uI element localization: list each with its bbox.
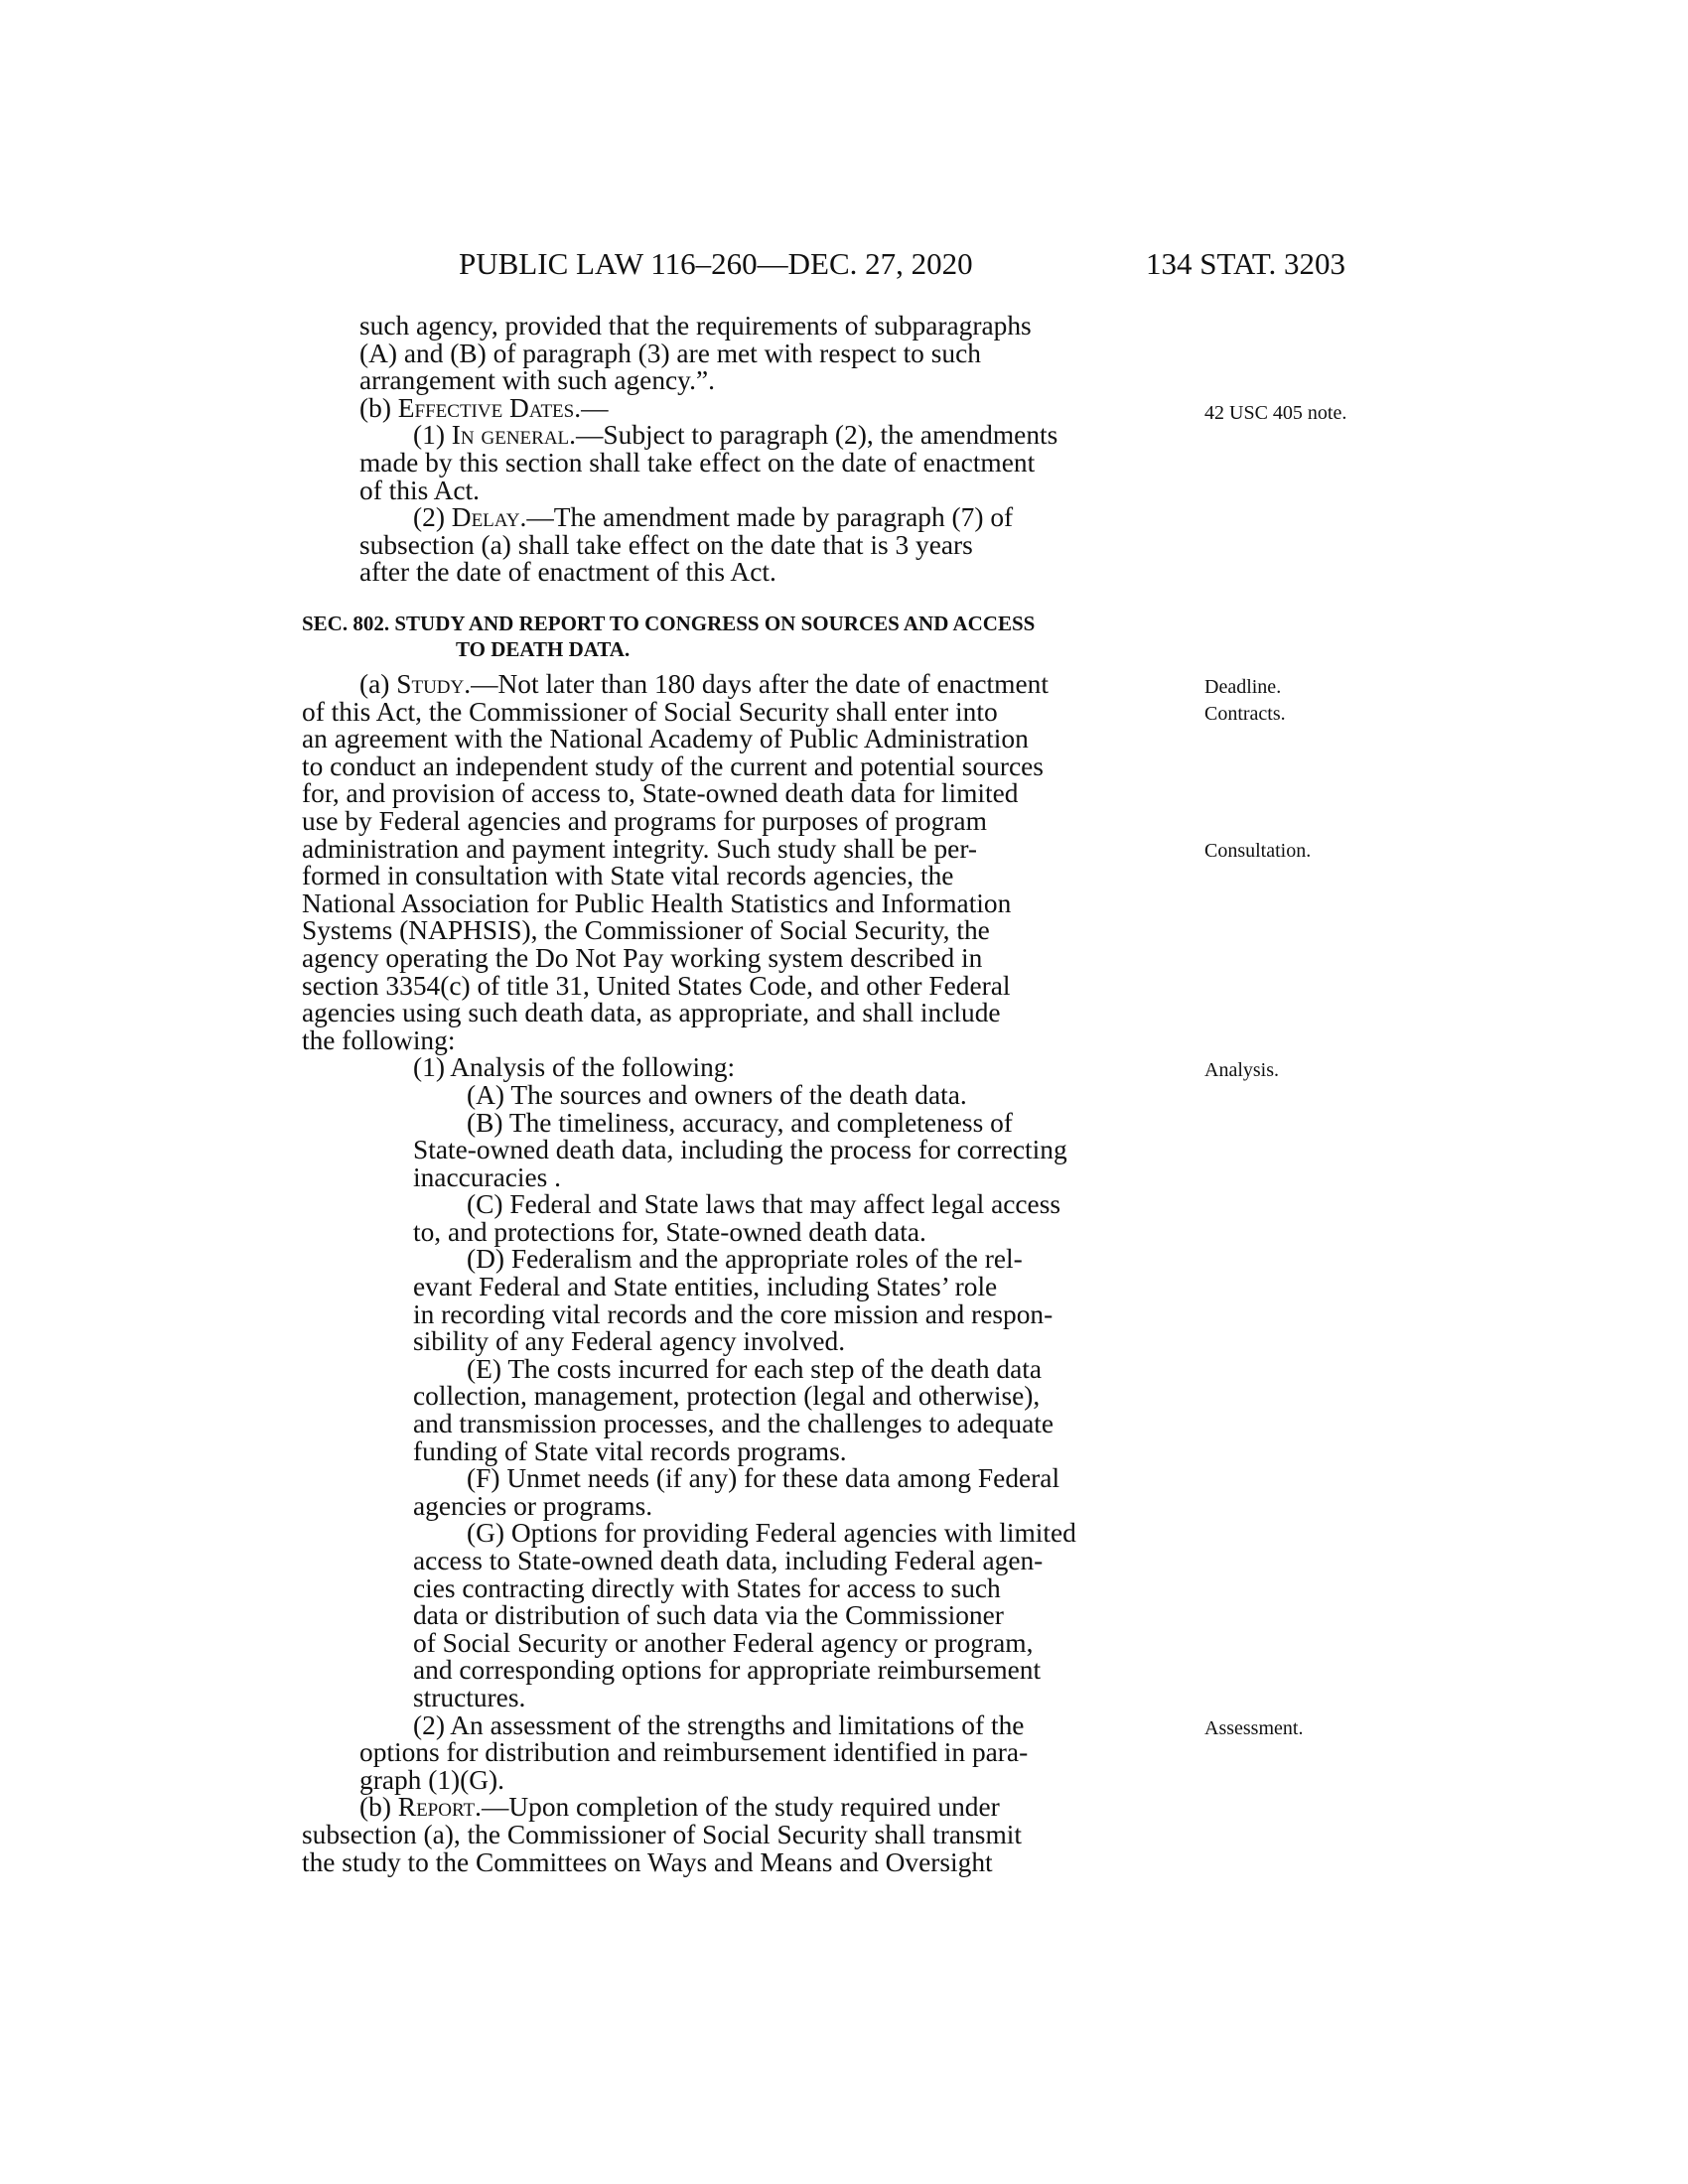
section-heading	[302, 611, 1176, 662]
text-line: options for distribution and reimbursement identified in para-	[359, 1737, 1029, 1768]
text-line: subsection (a), the Commissioner of Social Security shall transmit	[302, 1819, 1022, 1849]
text-line: Systems (NAPHSIS), the Commissioner of Social Security, the	[302, 915, 990, 946]
paragraph-title: Delay	[451, 502, 520, 533]
paragraph-number: (1)	[413, 420, 452, 451]
text-line: data or distribution of such data via the Commissioner	[413, 1600, 1004, 1631]
margin-note-consultation: Consultation.	[1204, 840, 1312, 862]
paragraph-2: (2) An assessment of the strengths and limitations of the	[413, 1709, 1025, 1740]
subparagraph-E: (E) The costs incurred for each step of the death data	[467, 1353, 1043, 1384]
text-line: evant Federal and State entities, including States’ role	[413, 1272, 998, 1302]
paragraph-text: .—The amendment made by paragraph (7) of	[519, 502, 1014, 533]
text-line: subsection (a) shall take effect on the date that is 3 years	[359, 529, 973, 560]
text-line: in recording vital records and the core mission and respon-	[413, 1298, 1054, 1329]
text-line: section 3354(c) of title 31, United States Code, and other Federal	[302, 970, 1011, 1001]
paragraph-2-line	[302, 504, 1176, 532]
subparagraph-F: (F) Unmet needs (if any) for these data among Federal	[467, 1463, 1060, 1494]
text-line: access to State-owned death data, including Federal agen-	[413, 1546, 1044, 1575]
text-line: such agency, provided that the requirements of subparagraphs	[359, 311, 1032, 341]
subsection-number: (b)	[359, 392, 398, 423]
text-line: to conduct an independent study of the current and potential sources	[302, 751, 1044, 781]
subparagraph-G: (G) Options for providing Federal agencies with limited	[467, 1518, 1076, 1549]
text-line: and corresponding options for appropriate reimbursement	[413, 1655, 1042, 1686]
text-line: State-owned death data, including the process for correcting	[413, 1135, 1067, 1165]
margin-note-deadline: Deadline.	[1204, 676, 1282, 698]
text-line: graph (1)(G).	[359, 1764, 505, 1795]
margin-note-contracts: Contracts.	[1204, 703, 1286, 725]
page-stat-number: 134 STAT. 3203	[1146, 246, 1346, 281]
paragraph-number: (2)	[413, 502, 452, 533]
text-line: agencies or programs.	[413, 1490, 653, 1521]
running-header-title: PUBLIC LAW 116–260—DEC. 27, 2020	[459, 246, 973, 281]
text-line: of this Act.	[359, 475, 480, 505]
margin-note-usc: 42 USC 405 note.	[1204, 402, 1347, 424]
main-text-block	[302, 671, 1176, 1876]
subsection-b-report-heading	[302, 1794, 1176, 1822]
subsection-b-heading	[302, 392, 1176, 423]
text-line: agency operating the Do Not Pay working system described in	[302, 942, 983, 973]
text-line: inaccuracies .	[413, 1161, 562, 1192]
subsection-title: Report	[397, 1792, 476, 1823]
subsection-text: .—Upon completion of the study required under	[475, 1792, 1000, 1823]
text-line: of Social Security or another Federal agency or program,	[413, 1627, 1034, 1658]
subsection-text: .—Not later than 180 days after the date of enactment	[464, 669, 1049, 699]
text-line: sibility of any Federal agency involved.	[413, 1326, 846, 1357]
paragraph-title: In general	[451, 420, 570, 451]
text-line: (A) and (B) of paragraph (3) are met with respect to such	[359, 338, 981, 368]
text-line: structures.	[413, 1682, 526, 1712]
text-line: cies contracting directly with States for access to such	[413, 1572, 1001, 1603]
text-line: formed in consultation with State vital records agencies, the	[302, 861, 954, 891]
section-heading-line-2: TO DEATH DATA.	[456, 637, 631, 661]
text-line: funding of State vital records programs.	[413, 1435, 847, 1466]
subsection-number: (a)	[359, 669, 397, 699]
subsection-title: Effective Dates	[397, 392, 575, 423]
text-line: administration and payment integrity. Such study shall be per-	[302, 833, 978, 864]
subparagraph-A: (A) The sources and owners of the death data.	[467, 1079, 967, 1110]
text-line: arrangement with such agency.”.	[359, 365, 715, 396]
top-text-block	[302, 313, 1176, 587]
text-line: agencies using such death data, as appropriate, and shall include	[302, 998, 1001, 1028]
subparagraph-C: (C) Federal and State laws that may affect legal access	[467, 1189, 1061, 1220]
text-line: the study to the Committees on Ways and Means and Oversight	[302, 1846, 993, 1877]
text-line: collection, management, protection (legal and otherwise),	[413, 1381, 1041, 1412]
text-line: National Association for Public Health Statistics and Information	[302, 887, 1012, 918]
text-line: for, and provision of access to, State-owned death data for limited	[302, 778, 1019, 809]
subsection-number: (b)	[359, 1792, 398, 1823]
heading-dash: .—	[574, 392, 609, 423]
text-line: and transmission processes, and the challenges to adequate	[413, 1409, 1055, 1439]
paragraph-1: (1) Analysis of the following:	[413, 1052, 736, 1083]
section-heading-line-1: SEC. 802. STUDY AND REPORT TO CONGRESS ON SOURCES AND ACCESS	[302, 612, 1036, 635]
text-line: an agreement with the National Academy of Public Administration	[302, 724, 1029, 754]
subparagraph-B: (B) The timeliness, accuracy, and completeness of	[467, 1107, 1013, 1138]
text-line: made by this section shall take effect on the date of enactment	[359, 447, 1036, 478]
paragraph-1-line	[302, 422, 1176, 450]
subparagraph-D: (D) Federalism and the appropriate roles of the rel-	[467, 1244, 1023, 1275]
text-line: after the date of enactment of this Act.	[359, 557, 776, 588]
text-line: the following:	[302, 1024, 456, 1055]
margin-note-analysis: Analysis.	[1204, 1059, 1279, 1081]
margin-note-assessment: Assessment.	[1204, 1717, 1304, 1739]
text-line: to, and protections for, State-owned death data.	[413, 1216, 926, 1247]
paragraph-text: .—Subject to paragraph (2), the amendments	[569, 420, 1058, 451]
subsection-title: Study	[396, 669, 465, 699]
subsection-a-heading	[302, 671, 1176, 699]
text-line: of this Act, the Commissioner of Social Security shall enter into	[302, 696, 998, 727]
text-line: use by Federal agencies and programs for purposes of program	[302, 805, 987, 836]
